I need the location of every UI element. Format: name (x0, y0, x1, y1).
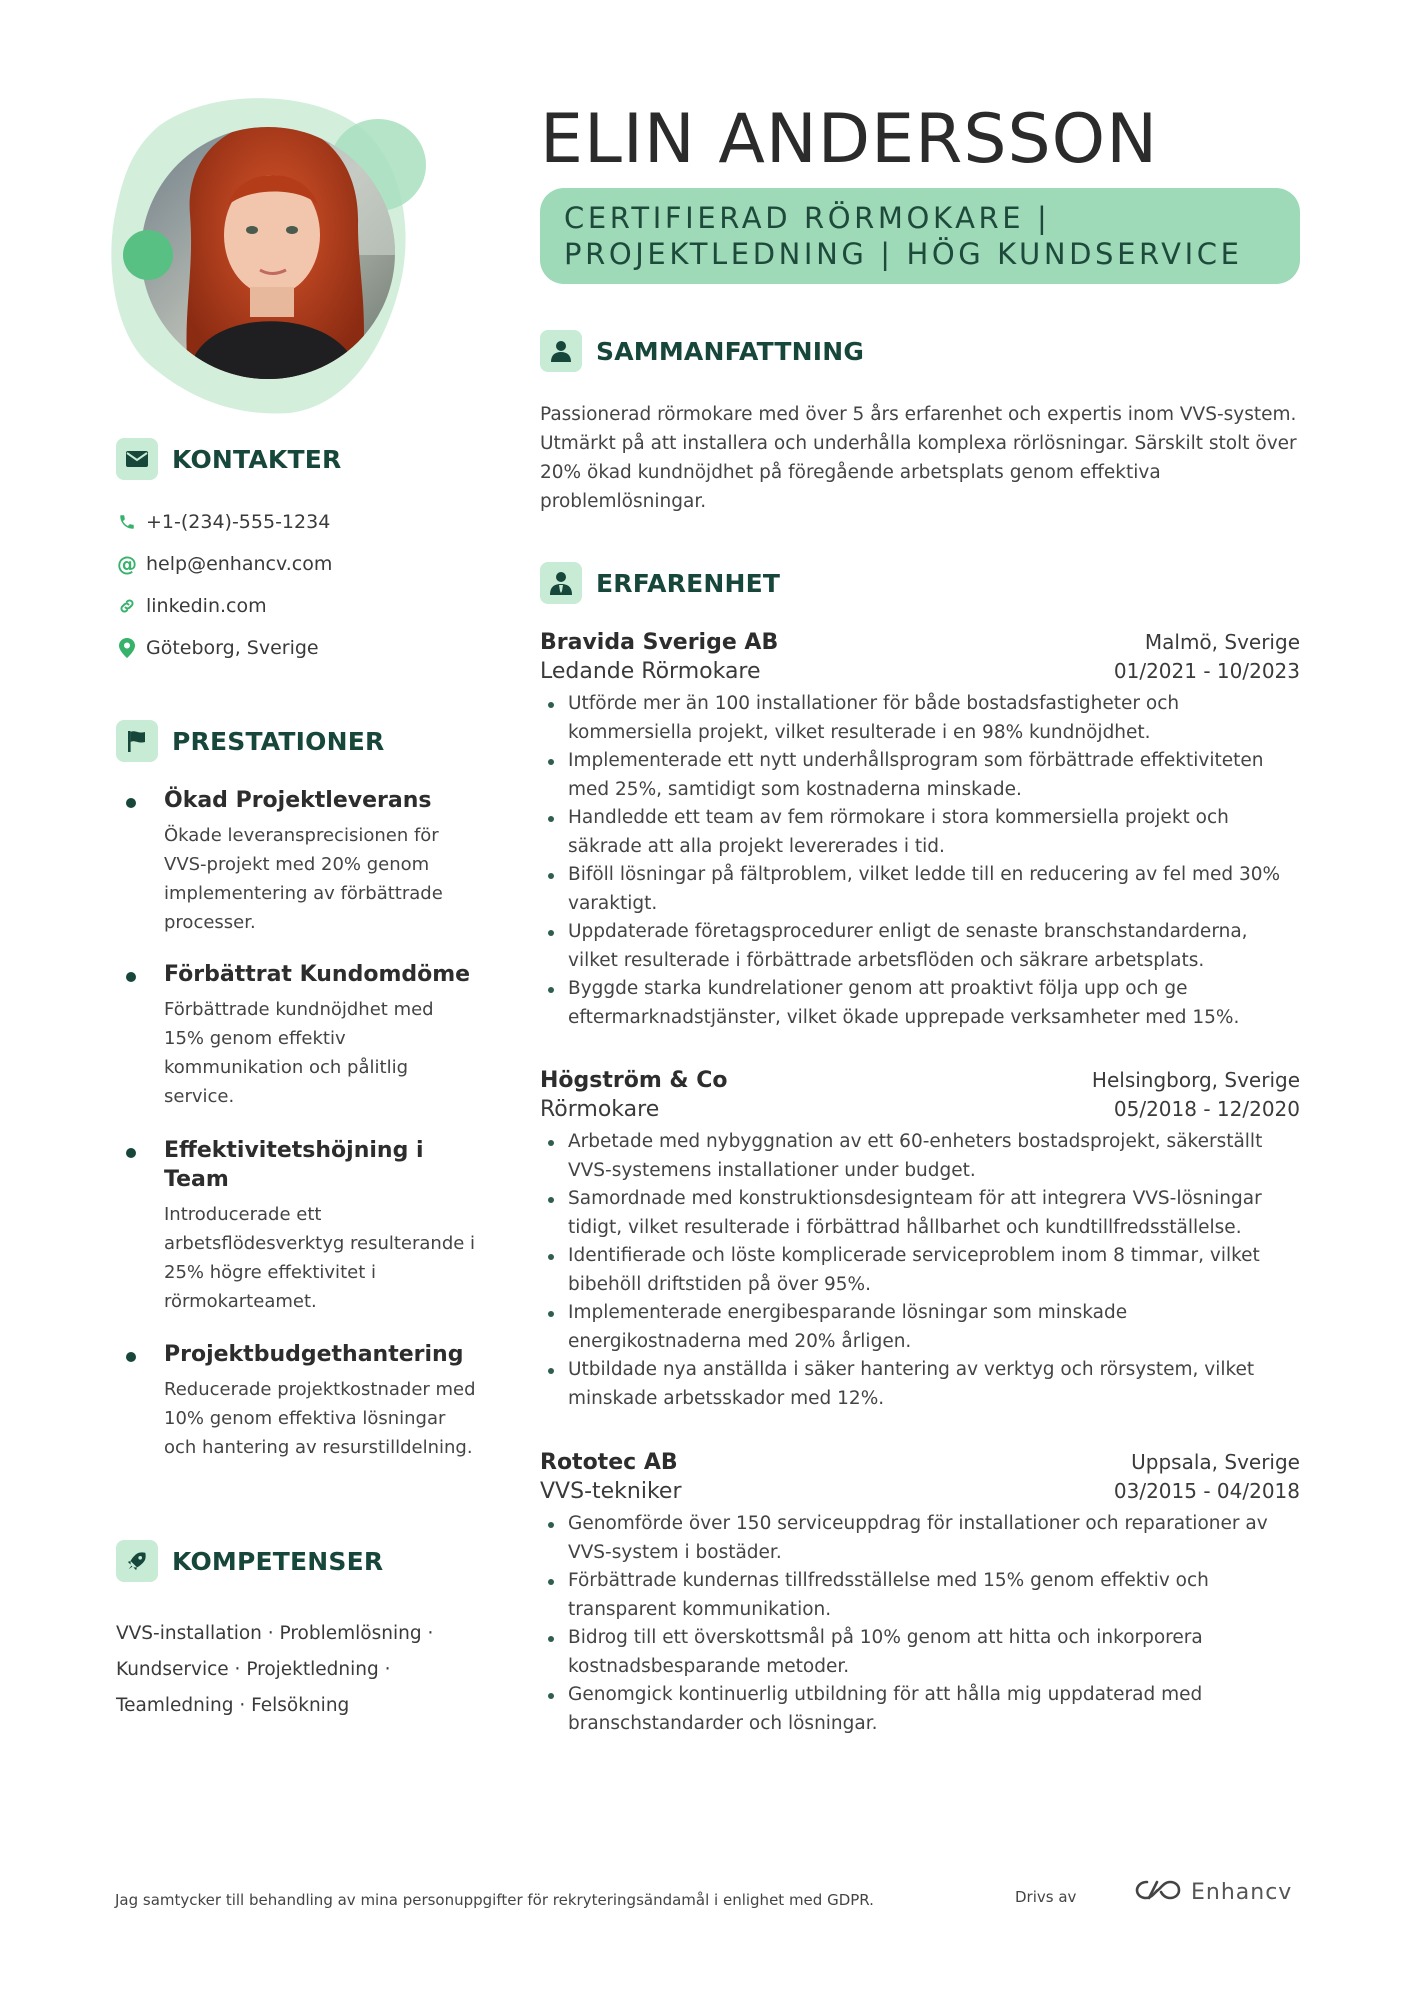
job-bullet: Identifierade och löste komplicerade serviceproblem inom 8 timmar, vilket bibehöll driftstiden på över 95%. (540, 1242, 1300, 1299)
headline-line-1: CERTIFIERAD RÖRMOKARE | (564, 201, 1051, 235)
contact-email (116, 553, 332, 575)
contact-link-value[interactable]: linkedin.com (146, 595, 267, 617)
summary-text: Passionerad rörmokare med över 5 års erfarenhet och expertis inom VVS-system. Utmärkt på att installera och underhålla komplexa rörlösningar. Särskilt stolt över 20% ökad kundnöjdhet på föregående arbetsplats genom effektiva problemlösningar. (540, 404, 1297, 512)
bullet-dot (126, 798, 136, 808)
contact-phone (116, 511, 330, 533)
job-bullet: Bidrog till ett överskottsmål på 10% genom att hitta och inkorporera kostnadsbesparande metoder. (540, 1624, 1300, 1681)
contact-location-value: Göteborg, Sverige (146, 637, 319, 659)
job-bullet: Utbildade nya anställda i säker hantering av verktyg och rörsystem, vilket minskade arbetsskador med 12%. (540, 1356, 1300, 1413)
job-bullets (540, 690, 1300, 1032)
job-company: Rototec AB (540, 1450, 678, 1475)
headline-line-2: PROJEKTLEDNING | HÖG KUNDSERVICE (564, 237, 1243, 271)
job-location: Uppsala, Sverige (1131, 1450, 1300, 1474)
job-role: Ledande Rörmokare (540, 659, 761, 684)
headline-banner (540, 188, 1300, 284)
experience-entry (540, 630, 1300, 1032)
job-location: Helsingborg, Sverige (1091, 1068, 1300, 1092)
experience-section-header (540, 562, 780, 604)
achievement-item (126, 1340, 476, 1462)
at-icon: @ (117, 552, 137, 576)
achievement-desc: Förbättrade kundnöjdhet med 15% genom effektiv kommunikation och pålitlig service. (164, 999, 434, 1107)
location-pin-icon (116, 637, 138, 659)
summary-title: SAMMANFATTNING (596, 336, 865, 366)
job-role: VVS-tekniker (540, 1479, 682, 1504)
achievement-desc: Ökade leveransprecisionen för VVS-projekt med 20% genom implementering av förbättrade processer. (164, 825, 443, 933)
contact-link (116, 595, 267, 617)
user-icon (540, 330, 582, 372)
achievement-title: Ökad Projektleverans (164, 788, 432, 813)
phone-icon (116, 511, 138, 533)
job-bullets (540, 1128, 1300, 1413)
contact-email-value[interactable]: help@enhancv.com (146, 553, 333, 575)
job-bullet: Uppdaterade företagsprocedurer enligt de senaste branschstandarderna, vilket resulterade i förbättrade arbetsflöden och säkrare arbetsplats. (540, 918, 1300, 975)
experience-entry (540, 1450, 1300, 1738)
job-dates: 03/2015 - 04/2018 (1113, 1479, 1300, 1503)
job-bullet: Implementerade ett nytt underhållsprogram som förbättrade effektiviteten med 25%, samtidigt som kostnaderna minskade. (540, 747, 1300, 804)
gdpr-consent-text: Jag samtycker till behandling av mina personuppgifter för rekryteringsändamål i enlighet med GDPR. (115, 1891, 874, 1909)
job-dates: 01/2021 - 10/2023 (1113, 659, 1300, 683)
contact-phone-value[interactable]: +1-(234)-555-1234 (146, 511, 331, 533)
job-location: Malmö, Sverige (1144, 630, 1300, 654)
job-bullet: Handledde ett team av fem rörmokare i stora kommersiella projekt och säkrade att alla projekt levererades i tid. (540, 804, 1300, 861)
achievement-desc: Introducerade ett arbetsflödesverktyg resulterande i 25% högre effektivitet i rörmokarteamet. (164, 1204, 476, 1312)
summary-section-header (540, 330, 864, 372)
experience-title: ERFARENHET (596, 568, 781, 598)
enhancv-brand[interactable] (1135, 1878, 1292, 1907)
achievement-title: Förbättrat Kundomdöme (164, 962, 471, 987)
achievement-item (126, 960, 476, 1111)
flag-icon (116, 720, 158, 762)
job-bullet: Byggde starka kundrelationer genom att proaktivt följa upp och ge eftermarknadstjänster, vilket ökade upprepade verksamheter med 15%. (540, 975, 1300, 1032)
profile-photo-area (100, 95, 430, 415)
rocket-icon (116, 1540, 158, 1582)
job-bullet: Implementerade energibesparande lösningar som minskade energikostnaderna med 20% årligen. (540, 1299, 1300, 1356)
decorative-blobs (100, 95, 430, 415)
achievement-title: Effektivitetshöjning i Team (164, 1138, 424, 1192)
job-bullets (540, 1510, 1300, 1738)
skills-list: VVS-installation · Problemlösning · Kundservice · Projektledning · Teamledning · Felsökning (116, 1623, 434, 1716)
job-company: Högström & Co (540, 1068, 728, 1093)
link-icon (116, 595, 138, 617)
skills-section-header (116, 1540, 383, 1582)
bullet-dot (126, 1148, 136, 1158)
achievements-title: PRESTATIONER (172, 726, 385, 756)
achievement-title: Projektbudgethantering (164, 1342, 464, 1367)
job-bullet: Förbättrade kundernas tillfredsställelse med 15% genom effektiv och transparent kommunikation. (540, 1567, 1300, 1624)
job-bullet: Arbetade med nybyggnation av ett 60-enheters bostadsprojekt, säkerställt VVS-systemens installationer under budget. (540, 1128, 1300, 1185)
enhancv-logo-icon (1135, 1878, 1181, 1907)
achievement-item (126, 1136, 476, 1316)
candidate-name: ELIN ANDERSSON (540, 100, 1159, 179)
achievement-item (126, 786, 476, 937)
contact-location (116, 637, 319, 659)
bullet-dot (126, 972, 136, 982)
job-bullet: Biföll lösningar på fältproblem, vilket ledde till en reducering av fel med 30% varaktigt. (540, 861, 1300, 918)
experience-entry (540, 1068, 1300, 1413)
achievements-section-header (116, 720, 384, 762)
powered-by-label: Drivs av (1015, 1888, 1077, 1906)
job-role: Rörmokare (540, 1097, 660, 1122)
contacts-section-header (116, 438, 341, 480)
bullet-dot (126, 1352, 136, 1362)
job-dates: 05/2018 - 12/2020 (1113, 1097, 1300, 1121)
envelope-icon (116, 438, 158, 480)
enhancv-brand-name: Enhancv (1191, 1880, 1293, 1905)
briefcase-user-icon (540, 562, 582, 604)
job-bullet: Samordnade med konstruktionsdesignteam för att integrera VVS-lösningar tidigt, vilket resulterade i förbättrad hållbarhet och kundtillfredsställelse. (540, 1185, 1300, 1242)
skills-title: KOMPETENSER (172, 1546, 384, 1576)
contacts-title: KONTAKTER (172, 444, 342, 474)
job-bullet: Genomgick kontinuerlig utbildning för att hålla mig uppdaterad med branschstandarder och lösningar. (540, 1681, 1300, 1738)
job-company: Bravida Sverige AB (540, 630, 779, 655)
job-bullet: Genomförde över 150 serviceuppdrag för installationer och reparationer av VVS-system i bostäder. (540, 1510, 1300, 1567)
achievement-desc: Reducerade projektkostnader med 10% genom effektiva lösningar och hantering av resurstilldelning. (164, 1379, 476, 1458)
job-bullet: Utförde mer än 100 installationer för både bostadsfastigheter och kommersiella projekt, vilket resulterade i en 98% kundnöjdhet. (540, 690, 1300, 747)
